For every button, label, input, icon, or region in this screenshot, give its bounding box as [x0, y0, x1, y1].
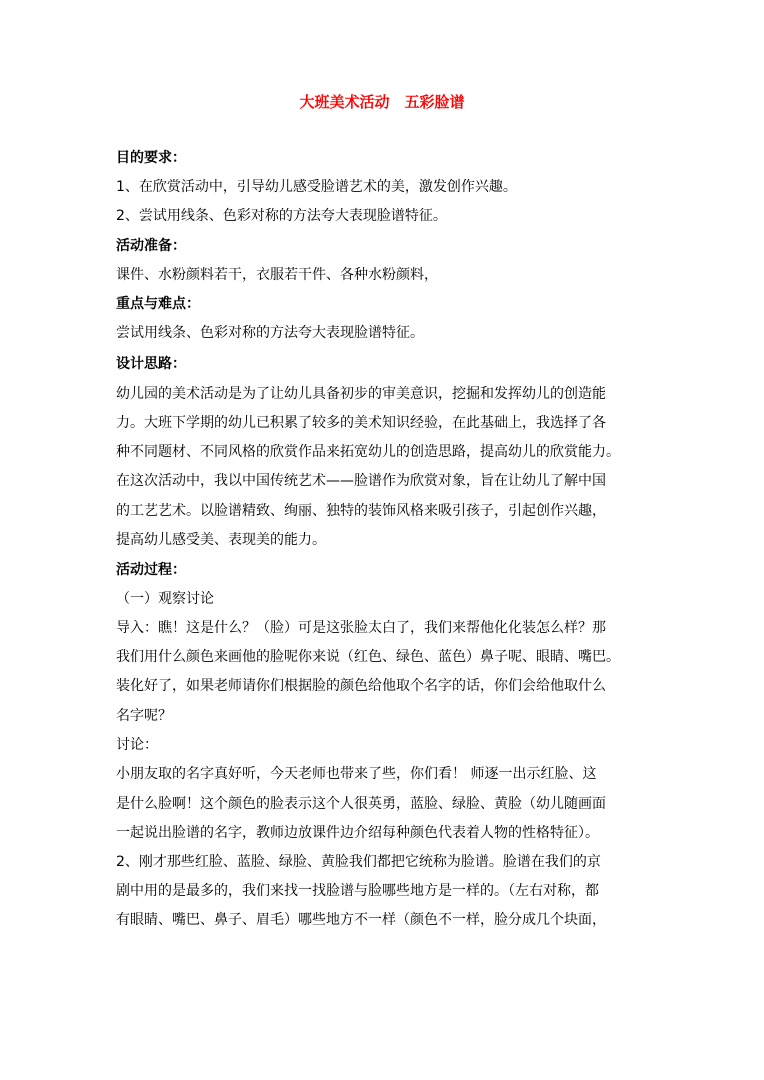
body-text-line: （一）观察讨论	[116, 591, 214, 607]
section-heading: 活动过程：	[116, 562, 186, 578]
body-text-line: 种不同题材、不同风格的欣赏作品来拓宽幼儿的创造思路，提高幼儿的欣赏能力。	[116, 444, 620, 460]
body-text-line: 讨论：	[116, 737, 158, 753]
section-heading: 重点与难点：	[116, 296, 200, 312]
section-heading: 设计思路：	[116, 356, 186, 372]
body-text-line: 小朋友取的名字真好听，今天老师也带来了些，你们看！ 师逐一出示红脸、这	[116, 766, 597, 782]
body-text-line: 导入：瞧！这是什么？（脸）可是这张脸太白了，我们来帮他化化装怎么样？那	[116, 620, 606, 636]
body-text-line: 我们用什么颜色来画他的脸呢你来说（红色、绿色、蓝色）鼻子呢、眼睛、嘴巴。	[116, 649, 620, 665]
body-text-line: 2、尝试用线条、色彩对称的方法夸大表现脸谱特征。	[116, 208, 447, 224]
body-text-line: 名字呢？	[116, 708, 172, 724]
body-text-line: 幼儿园的美术活动是为了让幼儿具备初步的审美意识，挖掘和发挥幼儿的创造能	[116, 386, 606, 402]
body-text-line: 尝试用线条、色彩对称的方法夸大表现脸谱特征。	[116, 325, 424, 341]
body-text-line: 1、在欣赏活动中，引导幼儿感受脸谱艺术的美，激发创作兴趣。	[116, 179, 517, 195]
section-heading: 活动准备：	[116, 238, 186, 254]
section-heading: 目的要求：	[116, 150, 186, 166]
body-text-line: 课件、水粉颜料若干，衣服若干件、各种水粉颜料，	[116, 267, 438, 283]
body-text-line: 力。大班下学期的幼儿已积累了较多的美术知识经验，在此基础上，我选择了各	[116, 415, 606, 431]
document-title: 大班美术活动 五彩脸谱	[299, 93, 465, 111]
body-text-line: 有眼睛、嘴巴、鼻子、眉毛）哪些地方不一样（颜色不一样，脸分成几个块面，	[116, 912, 606, 928]
body-text-line: 2、刚才那些红脸、蓝脸、绿脸、黄脸我们都把它统称为脸谱。脸谱在我们的京	[116, 854, 601, 870]
body-text-line: 的工艺艺术。以脸谱精致、绚丽、独特的装饰风格来吸引孩子，引起创作兴趣，	[116, 503, 606, 519]
body-text-line: 是什么脸啊！这个颜色的脸表示这个人很英勇，蓝脸、绿脸、黄脸（幼儿随画面	[116, 796, 606, 812]
body-text-line: 剧中用的是最多的，我们来找一找脸谱与脸哪些地方是一样的。（左右对称，都	[116, 883, 599, 899]
body-text-line: 在这次活动中，我以中国传统艺术——脸谱作为欣赏对象，旨在让幼儿了解中国	[116, 473, 606, 489]
body-text-line: 装化好了，如果老师请你们根据脸的颜色给他取个名字的话，你们会给他取什么	[116, 678, 606, 694]
body-text-line: 一起说出脸谱的名字，教师边放课件边介绍每种颜色代表着人物的性格特征）。	[116, 825, 599, 841]
body-text-line: 提高幼儿感受美、表现美的能力。	[116, 532, 326, 548]
